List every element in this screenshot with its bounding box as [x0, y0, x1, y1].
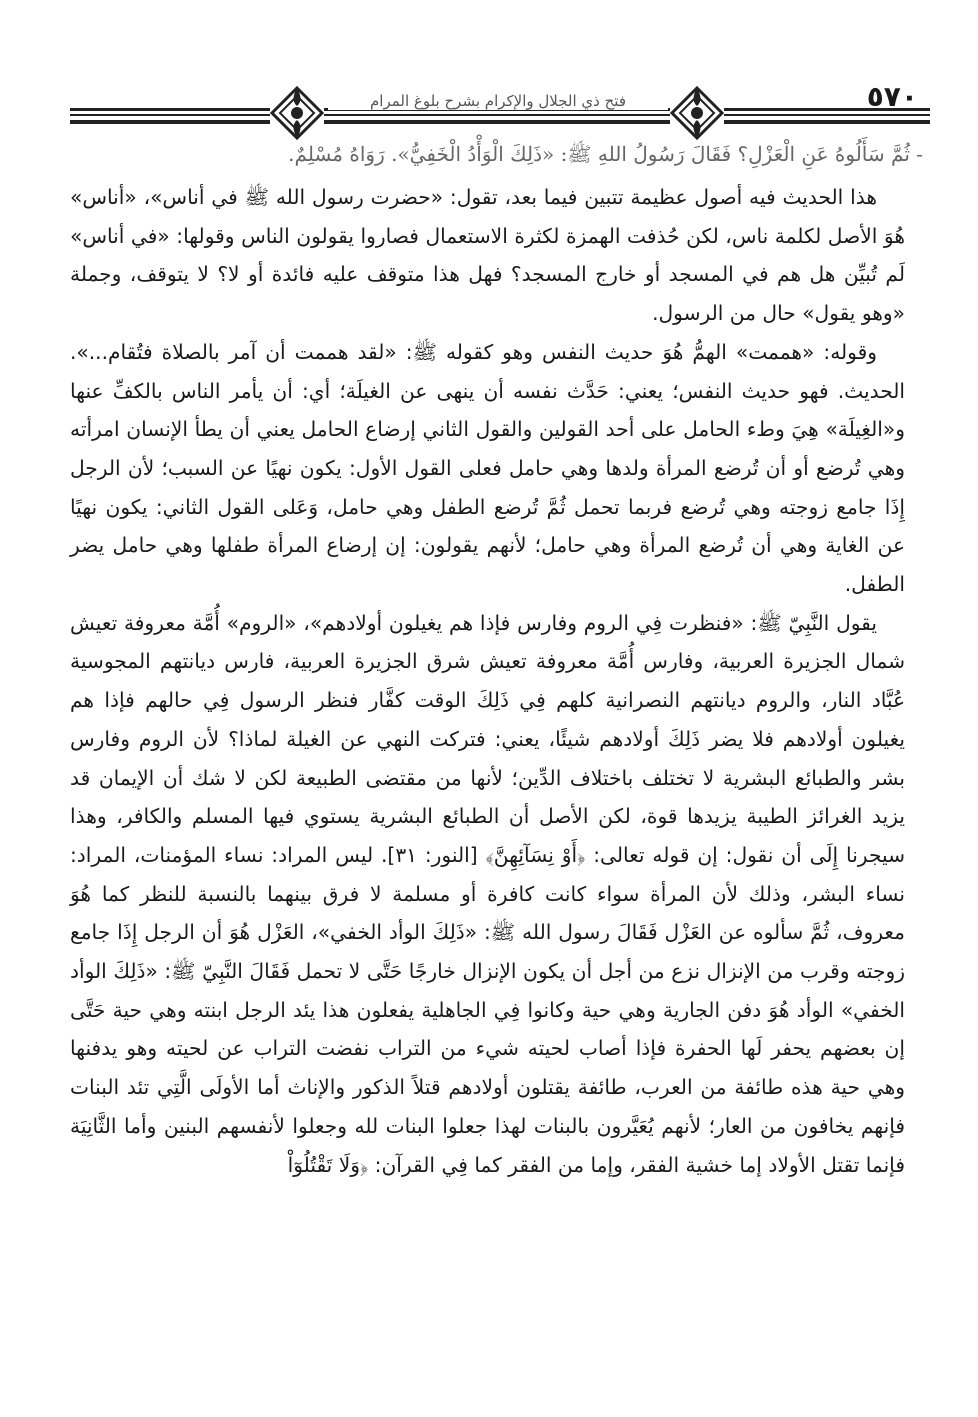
header-rule [70, 120, 930, 124]
header-rule [70, 114, 930, 116]
running-title: فتح ذي الجلال والإكرام بشرح بلوغ المرام [328, 92, 668, 110]
paragraph: وقوله: «هممت» الهمُّ هُوَ حديث النفس وهو كقوله ﷺ: «لقد هممت أن آمر بالصلاة فتُقام...». الحديث. فهو حديث النفس؛ يعني: حَدَّث نفسه أن ينهى عن الغيلَة؛ أي: أن يأمر الناس بالكفِّ عنها و«الغِيلَة» هِيَ وطء الحامل على أحد القولين والقول الثاني إرضاع الحامل يعني أن يطأ الإنسان امرأته وهي تُرضع أو أن تُرضع المرأة ولدها وهي حامل فعلى القول الأول: يكون نهيًا عن السبب؛ لأن الرجل إِذَا جامع زوجته وهي تُرضع فربما تحمل ثُمَّ تُرضع الطفل وهي حامل، وَعَلى القول الثاني: يكون نهيًا عن الغاية وهي أن تُرضع المرأة وهي حامل؛ لأنهم يقولون: إن إرضاع المرأة طفلها وهي حامل يضر الطفل. [70, 339, 905, 597]
paragraph: هذا الحديث فيه أصول عظيمة تتبين فيما بعد، تقول: «حضرت رسول الله ﷺ في أناس»، «أناس» هُوَ الأصل لكلمة ناس، لكن حُذفت الهمزة لكثرة الاستعمال فصاروا يقولون الناس وقولها: «في أناس» لَم تُبيِّن هل هم في المسجد أو خارج المسجد؟ فهل هذا متوقف عليه فائدة أو لا؟ لا يتوقف، وجملة «وهو يقول» حال من الرسول. [70, 185, 905, 326]
page-number: ٥٧٠ [866, 80, 918, 113]
ornament-icon [270, 86, 324, 140]
hadith-text: - ثُمَّ سَأَلُوهُ عَنِ الْعَزْلِ؟ فَقَالَ رَسُولُ اللهِ ﷺ: «ذَلِكَ الْوَأْدُ الْخَفِيُّ». رَوَاهُ مُسْلِمٌ. [288, 142, 923, 166]
body-text [70, 178, 905, 1184]
ornament-icon [670, 86, 724, 140]
page-header [70, 78, 930, 138]
paragraph: يقول النَّبِيّ ﷺ: «فنظرت فِي الروم وفارس فإذا هم يغيلون أولادهم»، «الروم» أُمَّة معروفة تعيش شمال الجزيرة العربية، وفارس أُمَّة معروفة تعيش شرق الجزيرة العربية، فارس ديانتهم المجوسية عُبَّاد النار، والروم ديانتهم النصرانية كلهم فِي ذَلِكَ الوقت كفَّار فنظر الرسول فِي حالهم فإذا هم يغيلون أولادهم فلا يضر ذَلِكَ أولادهم شيئًا، يعني: فتركت النهي عن الغيلة لماذا؟ لأن الروم وفارس بشر والطبائع البشرية لا تختلف باختلاف الدِّين؛ لأنها من مقتضى الطبيعة لكن لا شك أن الإيمان قد يزيد الغرائز الطيبة يزيدها قوة، لكن الأصل أن الطبائع البشرية يستوي فيها المسلم والكافر، وهذا سيجرنا إِلَى أن نقول: إن قوله تعالى: ﴿أَوْ نِسَآئِهِنَّ﴾ [النور: ٣١]. ليس المراد: نساء المؤمنات، المراد: نساء البشر، وذلك لأن المرأة سواء كانت كافرة أو مسلمة لا فرق بينهما بالنسبة للنظر كما هُوَ معروف، ثُمَّ سألوه عن العَزْل فَقَالَ رسول الله ﷺ: «ذَلِكَ الوأد الخفي»، العَزْل هُوَ أن الرجل إِذَا جامع زوجته وقرب من الإنزال نزع من أجل أن يكون الإنزال خارجًا حَتَّى لا تحمل فَقَالَ النَّبِيّ ﷺ: «ذَلِكَ الوأد الخفي» الوأد هُوَ دفن الجارية وهي حية وكانوا فِي الجاهلية يفعلون هذا يئد الرجل ابنته وهي حية حَتَّى إن بعضهم يحفر لَها الحفرة فإذا أصاب لحيته شيء من التراب نفضت التراب عن لحيته وهو يدفنها وهي حية هذه طائفة من العرب، طائفة يقتلون أولادهم قتلاً الذكور والإناث أما الأولَى الَّتِي تئد البنات فإنهم يخافون من العار؛ لأنهم يُعَيَّرون بالبنات لهذا جعلوا البنات لله وجعلوا لأنفسهم البنين وأما الثَّانِيَة فإنما تقتل الأولاد إما خشية الفقر، وإما من الفقر كما فِي القرآن: ﴿وَلَا تَقْتُلُوٓاْ [70, 610, 905, 1177]
